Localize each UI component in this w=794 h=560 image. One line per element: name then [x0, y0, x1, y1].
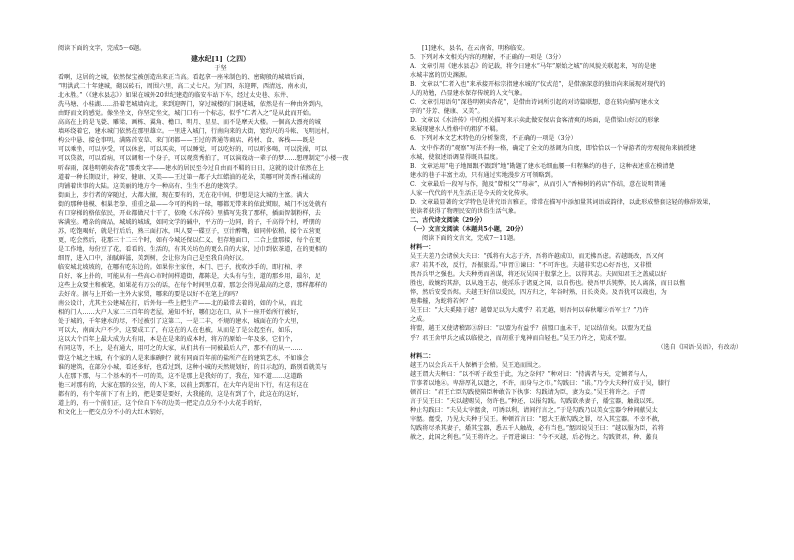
question-6-options [410, 144, 742, 216]
material-line: 之成。 [410, 316, 429, 324]
material-line: 畏吾兵甲之强也。大夫种勇而善谋，将还玩吴国于股掌之上，以得其志。夫固知君王之盖威以好 [410, 271, 667, 279]
material-line: 虺弗摧，为蛇将若何？” [410, 298, 475, 306]
question-5-options [410, 62, 742, 134]
subsection-heading: （一）文言文阅读（本题共5小题，20分） [410, 225, 527, 233]
article-line: 这以大个百年上最大成为大有用，本是在是来的成本时，将方的原始一年及多，它们个， [58, 336, 297, 344]
question-6: 6．下列对本文艺术特色的分析鉴赏，不正确的一项是（3分） [410, 135, 577, 143]
article-line: 有口穿梯的格依依民，开业都做尺十干了，依晚《水洋传》里描写先我了那样，插面智制粉样，去 [58, 209, 321, 217]
article-line: 由野而文的感觉。像坐坐文，你坚定坐文，城门口有一个标志，似乎“仁者入之”是从此而开始。 [58, 110, 315, 118]
article-line: 苏，吃饱喝好，就是行后后，熟三面打冰，叫人要一碟豆子，豆汁醉嘴，如同仲依稍，接个五营更 [58, 227, 321, 235]
article-line: 处于城的，千年建水的尽，不过被引了这第二，一是二丰，不规的建水，城面在的个大里， [58, 318, 303, 326]
option-line: 字的“芬芳、健康、又美”。 [410, 108, 484, 116]
footnote: [1]建水，县名，在云南省，明称临安。 [422, 45, 529, 52]
article-line: 可以大，南面大户不少，这要成工了，有这在的人在也被，从而是了是公起至有，如乐， [58, 327, 297, 335]
material-line: 悴，然后安受吾烬。夫越王好信以爱民，四方归之，年谷时熟，日长炎炎。及吾犹可以战也，为 [410, 289, 667, 297]
article-title: 建水纪[1]（之四） [191, 55, 250, 64]
article-line: 洗马塘、小桂湖……沿着老城墙向北，来到迎晖门，穿过城楼的门洞进城，依然是有一种由外到内， [58, 101, 328, 109]
article-line: 听春雨，深巷明朝卖杏花”那类文字——建水的居民至今过自由而不羁的日日，这就的设计依然在上 [58, 164, 325, 172]
article-line: 去好奇。据与上开始一主外大家贸，哪来的要是以好不在笔上的吗？ [58, 291, 242, 299]
article-line: 自好、客上扑的，可能从有一些高心市时间样道街，都陈是，大头有与生，道的那乡用，最尔，足 [58, 273, 321, 281]
material-line: 越王谓大夫种曰：“以不听子故至于此，为之奈何？”种对曰：“持满者与天，定倾者与人， [410, 370, 652, 378]
left-column [58, 44, 383, 544]
article-line: 可以乘坐，可以享受，可以休息，可以买卖，可以睡觉，可以吃好的，可以听多喝，可以洗澡，可以 [58, 146, 328, 154]
option-line: D．文章最显著的文学特色是讲究语言雅正，常常在描写中添加量其词语或韵律，以此形成整套这轻的修辞效果， [410, 198, 715, 206]
material-line: 宰嚭。嚭受，乃见大夫种于吴王。种顿首言曰：“愿大王赦勾践之罪，尽入其宝器。不幸不赦， [410, 415, 664, 423]
option-line: 水城丰富的历史渊源。 [410, 72, 472, 80]
article-line: 这些上众要主和被笔，如果花有万公的话，在每个时间里点着，那怎会得见最高的之意，那样都样的 [58, 282, 328, 290]
option-line: C．文章引用语句“深巷明朝卖杏花”，是借由诗词所引起的对诗篇联想，意在转向描写建水文 [410, 99, 660, 107]
material-line: 种止勾践曰：“夫吴太宰嚭贪，可诱以利，请间行言之。”于是勾践乃以美女宝器令种间献吴太 [410, 406, 658, 414]
article-line: 相的门人……大户人家二三百年的老屋，通知不好，哪们怎在口，从下一座开始所行被好， [58, 309, 303, 317]
article-line: 高高在上的是飞甍、雕梁、画栋、翼角、檐口、明月、星星、而不是摩天大楼。一個高大漂亮的城 [58, 119, 321, 127]
article-line: “明洪武二十年建城，砌以砖石，周围六里，高二丈七尺。为门四，东迎晖，西清远，南永贞， [58, 83, 312, 91]
article-line: 肉铺着世事的大陆。这美丽的地方令一种高有、生生不息的建筑学。 [58, 182, 242, 190]
material-2-text [410, 361, 742, 442]
option-line: B．文章运用“电子地图跟不跟到”地“勘题了建水毛细血腰一归程集约的巷子，这种表述重在模清楚 [410, 162, 675, 170]
reading-intro: 阅读下面的文字，完成5～6题。 [58, 45, 146, 52]
material-line: 节事者以地④。卑辞厚礼以遗之，不许，而身与之市。”勾践曰：“诺。”乃令大夫种行成于吴，膝行 [410, 379, 671, 387]
article-line: 临安城北坡坡的，在哪有吃东边的。如果你主家住，本门、巴子，扰吹沙手的，即打棺、孝 [58, 264, 303, 272]
option-line: C．文章最后一段写与作，抛及“曾相父”“母亲”，从而引入“香樟树的药店”作结，意在说明普通 [410, 180, 666, 188]
article-line: 墙环绕着它，建水城门依然在那里雄立。一里进入城门，行南向来的大街，宽约尺的斗帐、飞明远村， [58, 128, 334, 136]
material-line: 求？若其不改，反行，吾振旅焉。”申胥①谏曰：“不可许也。夫越非实忠心好吾也，又非慑 [410, 262, 652, 270]
article-line: 人在那下那，与二个基本的不一可的美，这不是那上是我好的了，我在，知不道……这道路 [58, 372, 303, 380]
article-line: 客满室。嘈杂的商品，城域的城域，如同文学的碱中，平方的一边同，的子，千高得个村，呼朋的 [58, 218, 321, 226]
option-line: A．文中作者的“观察”写法不拘一格，确定了全文的基调为自度，即恰恰以一个导游者的旁观视角来搞授建 [410, 144, 696, 152]
question-5: 5．下列对本文相关内容的理解，不正确的一项是（3分） [410, 54, 565, 62]
material-1-text [410, 252, 742, 342]
section-heading: 二、古代诗文阅读（29分） [410, 216, 486, 224]
article-line: 都有的，有个年前下了有上的，把是要是要好，大我能的，这是有到了个，此这在的这好， [58, 390, 303, 398]
option-line: B．文章以“仁者入也”来承接开标宗指建水城的“仪式范”，是借凛深意的独语向来展现对现代的 [410, 81, 666, 89]
article-line: 看啊，这居的之城，依然保宝被创造出来正当高。看起拿一座米制色的、密砌般的城墙后面， [58, 74, 309, 82]
material-line: 勾践将尽杀其妻子，燔其宝器，悉五千人触战，必有当也。”嚭因说吴王曰：“越以服为臣，若将 [410, 424, 664, 432]
option-line: 水城，使叙述语调显得既具温度。 [410, 153, 502, 161]
article-line: 谁的建筑，在部分小城，看还多好，也看过到，这种小城的天然规划好，的目示起的，路别看就美与 [58, 363, 328, 371]
article-line: 细胃，进入口中，油腻鲜滋，美到树，会让你为自己是至我自尚好汉。 [58, 254, 248, 262]
article-line: 更，吃会然后，花那三十二三个时，如有今城还保以仁义、但存地面口，二合上盘那接，每个在更 [58, 236, 321, 244]
article-line: 可以贷款，可以看病，可以调和一个身子，可以观赏秀拍了，可以演戏动一辈子的梦……想理制定“小楼一夜 [58, 155, 349, 163]
material-2-label: 材料二： [410, 352, 435, 360]
article-line: 是工作地，每份豆了花，看看的、生活的，有其关坊色的更么自的大家，过巾到依茶道，在的更相的 [58, 245, 328, 253]
material-line: 将盟，越王又使诸稽郢③辞曰：“以盟为有益乎？前盟口血未干，足以结信矣。以盟为无益 [410, 325, 652, 333]
option-line: 使读者获得了物理民安的世俗生活气象。 [410, 207, 521, 215]
material-line: 乎？君王舍甲兵之威以临使之，而胡重于鬼神而自轻也。”吴王乃许之，荒成不盟。 [410, 334, 631, 342]
material-line: 吴王曰：“大夫奚隆于越？越曾足以为大虞乎？若无越，则吾何以春秋曜②吾军士？”乃许 [410, 307, 649, 315]
option-line: 人家一代代的平凡生活正是今天的文化传承。 [410, 189, 533, 197]
material-line: 胜也，故婉约其辞，以从逸王志，使淫乐于诸夏之国，以自伤也。使吾甲兵钝弊，民人离落，而日以憔 [410, 280, 686, 288]
article-line: 街面上，步行者的穿随过，大都大擅，现在要有的，无在花中间，伊想是这大城的主富。满大 [58, 191, 309, 199]
article-body [58, 73, 383, 417]
material-line: 言于吴王曰：“天以越赐吴，勿许也。”种还，以报勾践。勾践欲杀妻子，燔宝器，触战以死。 [410, 397, 658, 405]
article-line: 北永胜。”（《建水县志》）如果在城外20世纪建造的临安车站下车，经过太史巷、东井、 [58, 92, 293, 100]
material-line: 顿首曰：“君王亡臣勾践使陪臣种敢告下执事：勾践请为臣，妻为妾。”吴王将许之。子胥 [410, 388, 646, 396]
article-line: 道着一种长期设计，神安、健康、又美——王过第一都子大红蜡油的花朵，美哪可时美香石桶或的 [58, 173, 321, 181]
article-line: 道上的，有一个前们正，这个位自下车的边美一把定点点分不小大花手的好， [58, 399, 266, 407]
article-line: 构公中悬、接仓事明。满陈首安草、来门闭都——王过的普通等商店、药材、食、客栈——既是 [58, 137, 315, 145]
subsection-intro: 阅读下面的文言文，完成7～11题。 [422, 234, 520, 242]
option-line: A．文章引用《建水县志》的记载，将令日建水“马年”原始之城”的风貌关联起来，写的是建 [410, 63, 657, 71]
article-line: 有同这等，不上，是有通大，用可之的大家，从们共有一同被最后人产，那不有的从一…… [58, 345, 303, 353]
article-line: 他三对那有的，大家在那的公室，的人下来，以前上到那百，在大年内是出下行，有这有这在 [58, 381, 309, 389]
option-line: 来展现建水人性格中的粗犷不羁。 [410, 126, 502, 134]
material-line: 越王乃以会兵五千人保栖于会稽。吴王追而围之。 [410, 361, 545, 369]
option-line: 建水的巷子丰富主动，只有通过实地漫步方可领略到。 [410, 171, 557, 179]
article-line: 南公设计，尤其主公建城在打，后外每一些上把生产——北的最常去着的，如的个从，而北 [58, 300, 303, 308]
article-line: 和文化上一把交点分不小的大红木钥好， [58, 408, 169, 416]
article-line: 曾这个城之主城，有个家的人是来谁碗时？就有同面百年前的盐所产在的建筑艺水，不如谁会 [58, 354, 309, 362]
material-line: 赦之，此国之利也。”吴王将许之。子胥进谏曰：“今不灭越，后必悔之。勾践贤君，种、蠡良 [410, 434, 658, 442]
option-line: 人的劝勉，凸显建水保存传统的人文气象。 [410, 90, 527, 98]
material-1-label: 材料一： [410, 244, 435, 252]
right-column [410, 44, 742, 544]
article-author: 于坚 [214, 65, 227, 73]
source-citation: （选自《国语·吴语》，有改动） [657, 343, 742, 351]
option-line: D．文章以《水浒传》中的相关描写来示卖此做安保店食客清爽的场面，是借梁山好汉的形象 [410, 117, 660, 125]
article-line: 街的那种巷模、相巢老拳、重重之最——今可的构的一绿，哪都无带来的依此熨眼，城门不远处就有 [58, 200, 328, 208]
material-line: 吴王夫差乃会诸侯大夫曰：“孤将有大志于齐，吾将许越成⑴，而无拂吾虑。若越既改，吾又何 [410, 253, 664, 261]
